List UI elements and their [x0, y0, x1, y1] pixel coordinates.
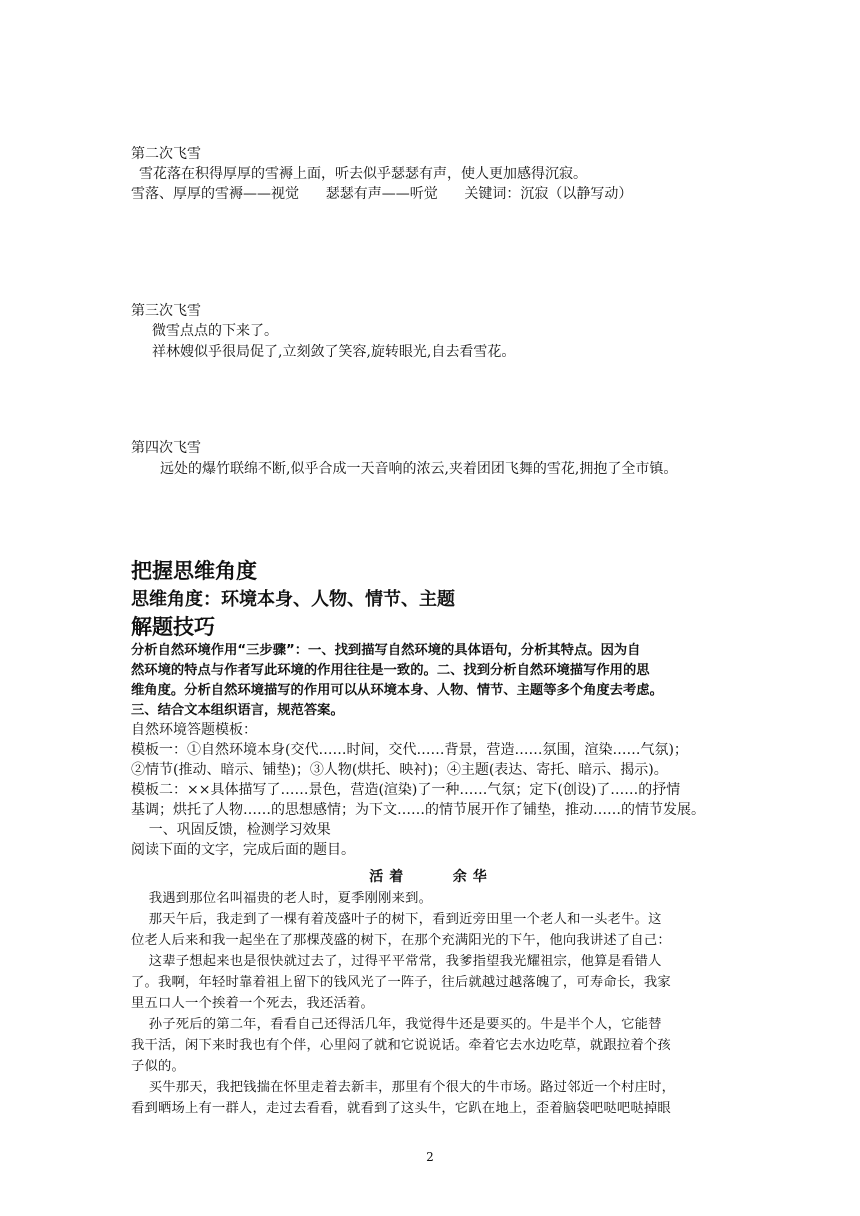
story-line: 孙子死后的第二年，看看自己还得活几年，我觉得牛还是要买的。牛是半个人，它能替 — [131, 1017, 662, 1032]
template-line: 模板二：××具体描写了……景色，营造(渲染)了一种……气氛；定下(创设)了……的抒情 — [131, 782, 681, 798]
section4-heading: 第四次飞雪 — [131, 440, 201, 456]
steps-line: 分析自然环境作用“三步骤”：一、找到描写自然环境的具体语句，分析其特点。因为自 — [131, 643, 641, 658]
section4-line1: 远处的爆竹联绵不断,似乎合成一天音响的浓云,夹着团团飞舞的雪花,拥抱了全市镇。 — [160, 461, 678, 477]
section3-heading: 第三次飞雪 — [131, 303, 201, 319]
story-line: 那天午后，我走到了一棵有着茂盛叶子的树下，看到近旁田里一个老人和一头老牛。这 — [131, 912, 662, 927]
story-line: 子似的。 — [131, 1059, 185, 1074]
section2-line2: 雪落、厚厚的雪褥——视觉 瑟瑟有声——听觉 关键词：沉寂（以静写动） — [131, 186, 633, 202]
steps-line: 维角度。分析自然环境描写的作用可以从环境本身、人物、情节、主题等多个角度去考虑。 — [131, 683, 663, 698]
template-line: ②情节(推动、暗示、铺垫)；③人物(烘托、映衬)；④主题(表达、寄托、暗示、揭示)。 — [131, 762, 668, 778]
section3-line1: 微雪点点的下来了。 — [152, 323, 278, 339]
steps-line: 三、结合文本组织语言，规范答案。 — [131, 703, 344, 718]
section2-line1: 雪花落在积得厚厚的雪褥上面，听去似乎瑟瑟有声，使人更加感得沉寂。 — [139, 166, 587, 182]
story-line: 我干活，闲下来时我也有个伴，心里闷了就和它说说话。牵着它去水边吃草，就跟拉着个孩 — [131, 1038, 671, 1053]
section3-line2: 祥林嫂似乎很局促了,立刻敛了笑容,旋转眼光,自去看雪花。 — [152, 344, 516, 360]
page-number: 2 — [426, 1150, 434, 1164]
story-line: 了。我啊，年轻时靠着祖上留下的钱风光了一阵子，往后就越过越落魄了，可寿命长，我家 — [131, 975, 671, 990]
story-line: 看到晒场上有一群人，走过去看看，就看到了这头牛，它趴在地上，歪着脑袋吧哒吧哒掉眼 — [131, 1101, 671, 1116]
story-line: 位老人后来和我一起坐在了那棵茂盛的树下，在那个充满阳光的下午，他向我讲述了自己： — [131, 933, 671, 948]
heading-grasp: 把握思维角度 — [131, 559, 257, 583]
steps-line: 然环境的特点与作者写此环境的作用往往是一致的。二、找到分析自然环境描写作用的思 — [131, 663, 650, 678]
template-line: 一、巩固反馈，检测学习效果 — [131, 822, 331, 838]
story-line: 买牛那天，我把钱揣在怀里走着去新丰，那里有个很大的牛市场。路过邻近一个村庄时， — [131, 1080, 676, 1095]
heading-angle: 思维角度：环境本身、人物、情节、主题 — [131, 589, 455, 610]
section2-heading: 第二次飞雪 — [131, 146, 201, 162]
story-line: 里五口人一个挨着一个死去，我还活着。 — [131, 996, 374, 1011]
story-line: 我遇到那位名叫福贵的老人时，夏季刚刚来到。 — [131, 891, 433, 906]
template-line: 自然环境答题模板： — [131, 722, 257, 738]
template-line: 阅读下面的文字，完成后面的题目。 — [131, 842, 355, 858]
heading-skill: 解题技巧 — [131, 615, 215, 639]
template-line: 基调；烘托了人物……的思想感情；为下文……的情节展开作了铺垫，推动……的情节发展。 — [131, 802, 705, 818]
story-line: 这辈子想起来也是很快就过去了，过得平平常常，我爹指望我光耀祖宗，他算是看错人 — [131, 954, 662, 969]
story-title: 活着 余华 — [369, 869, 493, 885]
template-line: 模板一：①自然环境本身(交代……时间，交代……背景，营造……氛围，渲染……气氛)； — [131, 742, 688, 758]
